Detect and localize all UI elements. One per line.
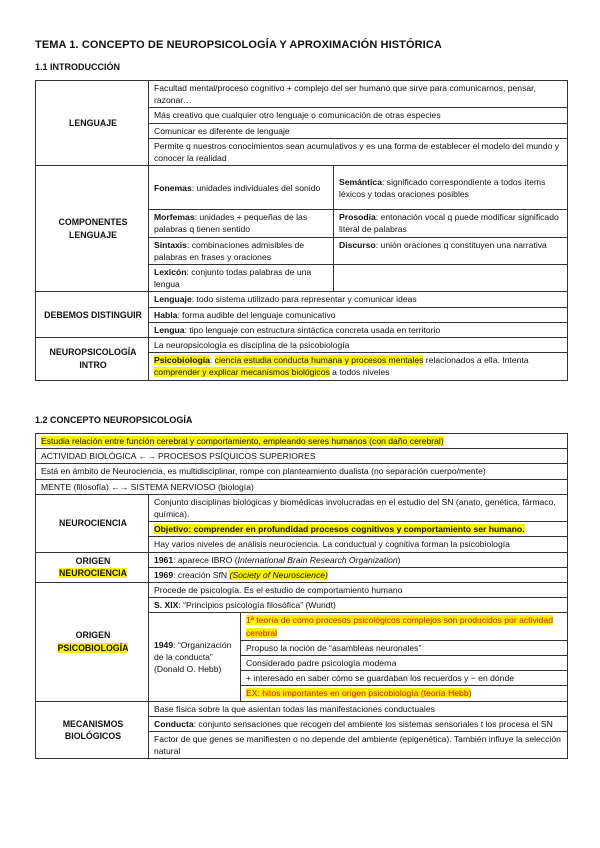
cell-hebb-1949: 1949: “Organización de la conducta” (Donald O. Hebb)	[149, 613, 241, 701]
label-neurociencia: NEUROCIENCIA	[36, 494, 149, 552]
distinguir-lenguaje: Lenguaje: todo sistema utilizado para representar y comunicar ideas	[149, 292, 568, 307]
row-conducta: Conducta: conjunto sensaciones que recogen del ambiente los sistemas sensoriales t los procesa el SN	[149, 716, 568, 731]
page-title: TEMA 1. CONCEPTO DE NEUROPSICOLOGÍA Y APROXIMACIÓN HISTÓRICA	[35, 39, 442, 51]
row-estudia: Estudia relación entre función cerebral y comportamiento, empleando seres humanos (con daño cerebral)	[36, 434, 568, 449]
hebb-row: Considerado padre psicología moderna	[241, 656, 568, 671]
neurociencia-row: Conjunto disciplinas biológicas y biomédicas involucradas en el estudio del SN (anato, genética, fármaco, química).	[149, 494, 568, 521]
label-origen-psicobiologia: ORIGEN PSICOBIOLOGÍA	[36, 583, 149, 702]
cell-discurso: Discurso: unión oraciones q constituyen una narrativa	[334, 237, 568, 264]
label-mecanismos: MECANISMOS BIOLÓGICOS	[36, 701, 149, 759]
table-concepto	[35, 433, 568, 759]
label-neuropsicologia-intro: NEUROPSICOLOGÍA INTRO	[36, 338, 149, 381]
row-sxix: S. XIX: “Principios psicología filosófica” (Wundt)	[149, 598, 568, 613]
cell-sintaxis: Sintaxis: combinaciones admisibles de palabras en frases y oraciones	[149, 237, 334, 264]
neuro-intro-row: La neuropsicología es disciplina de la psicobiología	[149, 338, 568, 353]
neurociencia-objetivo: Objetivo: comprender en profundidad procesos cognitivos y comportamiento ser humano.	[149, 522, 568, 537]
cell-empty	[334, 265, 568, 292]
cell-morfemas: Morfemas: unidades + pequeñas de las palabras q tienen sentido	[149, 210, 334, 237]
row-actividad: ACTIVIDAD BIOLÓGICA ←→ PROCESOS PSÍQUICOS SUPERIORES	[36, 449, 568, 464]
lenguaje-row: Facultad mental/proceso cognitivo + complejo del ser humano que sirve para comunicarnos, pensar, razonar…	[149, 81, 568, 108]
row-1969: 1969: creación SfN (Society of Neuroscience)	[149, 567, 568, 582]
hebb-row: + interesado en saber cómo se guardaban los recuerdos y − en dónde	[241, 671, 568, 686]
section-heading-introduccion: 1.1 INTRODUCCIÓN	[35, 62, 121, 72]
cell-prosodia: Prosodia: entonación vocal q puede modificar significado literal de palabras	[334, 210, 568, 237]
psicobiologia-definition: Psicobiología: ciencia estudia conducta humana y procesos mentales relacionados a ella. Intenta comprender y explicar mecanismos biológicos a todos niveles	[149, 353, 568, 380]
row-ambito: Está en ámbito de Neurociencia, es multidisciplinar, rompe con planteamiento dualista (no separación cuerpo/mente)	[36, 464, 568, 479]
hebb-row: Propuso la noción de “asambleas neuronales”	[241, 640, 568, 655]
label-distinguir: DEBEMOS DISTINGUIR	[36, 292, 149, 338]
section-heading-concepto: 1.2 CONCEPTO NEUROPSICOLOGÍA	[35, 415, 193, 425]
distinguir-lengua: Lengua: tipo lenguaje con estructura sintáctica concreta usada en territorio	[149, 322, 568, 337]
lenguaje-row: Permite q nuestros conocimientos sean acumulativos y es una forma de establecer el modelo del mundo y conocer la realidad	[149, 138, 568, 165]
table-introduccion	[35, 80, 568, 381]
mecanismos-row: Base física sobre la que asientan todas las manifestaciones conductuales	[149, 701, 568, 716]
label-componentes: COMPONENTES LENGUAJE	[36, 166, 149, 292]
row-mente: MENTE (filosofía) ←→ SISTEMA NERVIOSO (biología)	[36, 479, 568, 494]
lenguaje-row: Más creativo que cualquier otro lenguaje o comunicación de otras especies	[149, 108, 568, 123]
cell-lexicon: Lexicón: conjunto todas palabras de una lengua	[149, 265, 334, 292]
cell-semantica: Semántica: significado correspondiente a todos ítems léxicos y todas oraciones posibles	[334, 166, 568, 210]
lenguaje-row: Comunicar es diferente de lenguaje	[149, 123, 568, 138]
label-lenguaje: LENGUAJE	[36, 81, 149, 166]
mecanismos-row: Factor de que genes se manifiesten o no depende del ambiente (epigenética). También influye la selección natural	[149, 732, 568, 759]
label-origen-neurociencia: ORIGEN NEUROCIENCIA	[36, 552, 149, 582]
cell-fonemas: Fonemas: unidades individuales del sonido	[149, 166, 334, 210]
row-1961: 1961: aparece IBRO (International Brain Research Organization)	[149, 552, 568, 567]
hebb-row: EX: hitos importantes en origen psicobiología (teoría Hebb)	[241, 686, 568, 701]
psicobiologia-row: Procede de psicología. Es el estudio de comportamiento humano	[149, 583, 568, 598]
distinguir-habla: Habla: forma audible del lenguaje comunicativo	[149, 307, 568, 322]
neurociencia-row: Hay varios niveles de análisis neurociencia. La conductual y cognitiva forman la psicobiología	[149, 537, 568, 552]
hebb-row: 1ª teoría de como procesos psicológicos complejos son producidos por actividad cerebral	[241, 613, 568, 640]
